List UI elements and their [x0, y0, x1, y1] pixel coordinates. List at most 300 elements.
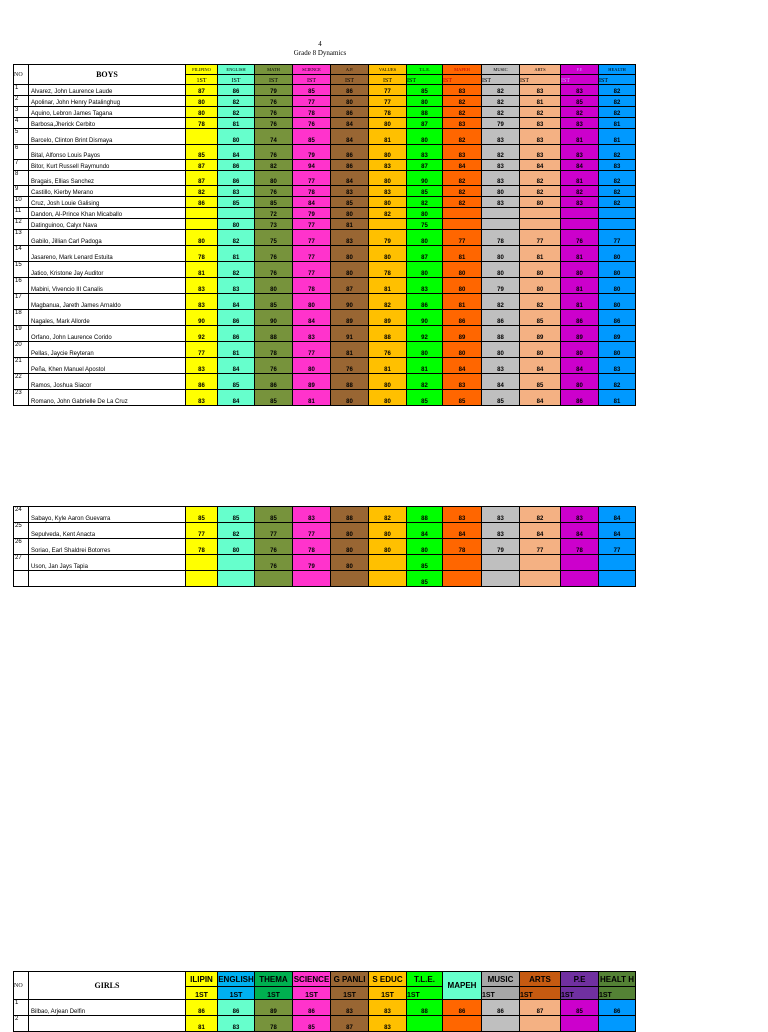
term-header: 1ST: [520, 987, 561, 1000]
term-header: 1ST: [255, 987, 293, 1000]
grade-cell: 83: [218, 186, 255, 197]
grade-cell: 82: [443, 186, 482, 197]
table-row: [14, 118, 636, 129]
term-header: IST: [407, 75, 443, 85]
grade-cell: 80: [599, 246, 636, 262]
grade-cell: 82: [482, 107, 520, 118]
term-header: IST: [561, 75, 599, 85]
row-number: 1: [14, 1000, 29, 1016]
row-number: 16: [14, 278, 29, 294]
grade-cell: 81: [218, 342, 255, 358]
grade-cell: [482, 555, 520, 571]
grade-cell: [443, 555, 482, 571]
subject-header: ARTS: [520, 65, 561, 75]
grade-cell: 84: [599, 523, 636, 539]
grade-cell: 90: [331, 294, 369, 310]
grade-cell: 81: [599, 129, 636, 145]
subject-header: T.L.E.: [407, 972, 443, 987]
grade-cell: 83: [369, 160, 407, 171]
grade-cell: 84: [599, 507, 636, 523]
grade-cell: 84: [443, 160, 482, 171]
subject-header: ENGLISH: [218, 65, 255, 75]
subject-header: MAPEH: [443, 65, 482, 75]
grade-cell: 84: [561, 160, 599, 171]
term-header: 1ST: [293, 987, 331, 1000]
student-name: Alvarez, John Laurence Laude: [29, 85, 186, 96]
grade-cell: [369, 555, 407, 571]
grade-cell: 88: [369, 326, 407, 342]
grade-cell: 80: [407, 96, 443, 107]
grade-cell: 80: [186, 96, 218, 107]
term-header: IST: [520, 75, 561, 85]
row-number: 14: [14, 246, 29, 262]
grade-cell: 85: [255, 294, 293, 310]
grade-cell: 84: [293, 310, 331, 326]
grade-cell: 80: [218, 539, 255, 555]
grade-cell: 84: [520, 390, 561, 406]
grade-cell: 80: [369, 523, 407, 539]
grade-cell: 82: [369, 208, 407, 219]
grade-cell: [520, 571, 561, 587]
grade-cell: 82: [218, 523, 255, 539]
subject-header: ENGLISH: [218, 972, 255, 987]
no-header: NO: [14, 972, 29, 1000]
grade-cell: 76: [255, 246, 293, 262]
subject-header: P.E: [561, 65, 599, 75]
student-name: Soriao, Earl Shaldrei Botorres: [29, 539, 186, 555]
grade-cell: 77: [443, 230, 482, 246]
grade-cell: 88: [407, 107, 443, 118]
grade-cell: 83: [331, 230, 369, 246]
grade-cell: 80: [369, 246, 407, 262]
grade-cell: 90: [255, 310, 293, 326]
grade-cell: 81: [599, 118, 636, 129]
grade-cell: 86: [599, 310, 636, 326]
grade-cell: 76: [255, 539, 293, 555]
grade-cell: 85: [218, 197, 255, 208]
grade-cell: 80: [443, 262, 482, 278]
grade-cell: 83: [293, 507, 331, 523]
grade-cell: 77: [293, 523, 331, 539]
grade-cell: 80: [369, 145, 407, 160]
grade-cell: 81: [561, 171, 599, 186]
table-row: [14, 390, 636, 406]
grade-cell: 82: [218, 262, 255, 278]
table-row: [14, 186, 636, 197]
grade-cell: 81: [331, 342, 369, 358]
grade-cell: 86: [331, 145, 369, 160]
grade-cell: [218, 208, 255, 219]
grade-cell: 90: [186, 310, 218, 326]
grade-cell: 82: [599, 107, 636, 118]
grade-cell: 87: [186, 160, 218, 171]
grade-cell: [520, 208, 561, 219]
grade-cell: 83: [520, 85, 561, 96]
grade-cell: 86: [186, 374, 218, 390]
term-header: IST: [599, 75, 636, 85]
grade-cell: 78: [293, 278, 331, 294]
table-row: [14, 219, 636, 230]
grade-cell: 80: [369, 197, 407, 208]
subject-header: FILIPINO: [186, 65, 218, 75]
grade-cell: [369, 219, 407, 230]
student-name: Cruz, Josh Louie Galising: [29, 197, 186, 208]
grade-cell: 80: [482, 262, 520, 278]
grade-cell: 76: [255, 96, 293, 107]
grade-cell: 80: [520, 278, 561, 294]
table-row: [14, 171, 636, 186]
grade-cell: 85: [520, 310, 561, 326]
grade-cell: 82: [599, 145, 636, 160]
grade-cell: [561, 208, 599, 219]
student-name: Sabayo, Kyle Aaron Guevarra: [29, 507, 186, 523]
term-header: IST: [293, 75, 331, 85]
grade-cell: 90: [407, 310, 443, 326]
grade-cell: 83: [443, 145, 482, 160]
table-row: [14, 1000, 636, 1016]
grade-cell: 82: [218, 107, 255, 118]
grade-cell: 83: [186, 358, 218, 374]
grade-cell: [293, 571, 331, 587]
grade-cell: 82: [520, 171, 561, 186]
grade-cell: 83: [520, 118, 561, 129]
subject-header: MUSIC: [482, 65, 520, 75]
grade-cell: 86: [443, 310, 482, 326]
grade-cell: 82: [520, 507, 561, 523]
row-number: 23: [14, 390, 29, 406]
grade-cell: 85: [407, 85, 443, 96]
grade-cell: 85: [561, 1000, 599, 1016]
grade-cell: 86: [482, 1000, 520, 1016]
student-name: Barbosa,Jherick Cerbito: [29, 118, 186, 129]
grade-cell: 83: [520, 129, 561, 145]
grade-cell: 80: [561, 262, 599, 278]
grade-cell: 86: [186, 1000, 218, 1016]
student-name: Sepulveda, Kent Anacta: [29, 523, 186, 539]
grade-cell: 81: [369, 129, 407, 145]
grade-cell: 80: [369, 118, 407, 129]
grade-cell: 84: [443, 523, 482, 539]
grade-cell: 85: [293, 1016, 331, 1032]
subject-header: G PANLI: [331, 972, 369, 987]
grade-cell: 78: [255, 342, 293, 358]
grade-cell: 81: [293, 390, 331, 406]
term-header: IST: [369, 75, 407, 85]
grade-cell: 82: [520, 186, 561, 197]
grade-cell: 80: [331, 555, 369, 571]
term-header: 1ST: [561, 987, 599, 1000]
grade-cell: 86: [218, 1000, 255, 1016]
grade-cell: 77: [293, 171, 331, 186]
grade-cell: 82: [369, 507, 407, 523]
table-row: [14, 107, 636, 118]
student-name: Bitor, Kurt Russell Raymundo: [29, 160, 186, 171]
grade-cell: 80: [599, 278, 636, 294]
grade-cell: 83: [443, 507, 482, 523]
page-header: [0, 40, 640, 58]
term-header: 1ST: [599, 987, 636, 1000]
grade-cell: 88: [407, 1000, 443, 1016]
grade-cell: 81: [520, 96, 561, 107]
grade-cell: 86: [218, 160, 255, 171]
grade-cell: 75: [255, 230, 293, 246]
grade-cell: 80: [186, 230, 218, 246]
table-row: [14, 310, 636, 326]
grade-cell: 83: [443, 118, 482, 129]
grade-cell: 83: [443, 374, 482, 390]
grade-cell: 83: [561, 85, 599, 96]
grade-cell: 76: [255, 358, 293, 374]
grade-cell: 75: [407, 219, 443, 230]
grade-cell: 80: [331, 539, 369, 555]
grade-cell: 80: [599, 262, 636, 278]
grade-cell: 78: [369, 107, 407, 118]
grade-cell: 76: [293, 118, 331, 129]
student-name: Aquino, Lebron James Tagana: [29, 107, 186, 118]
grade-cell: 80: [331, 96, 369, 107]
grade-cell: 85: [407, 186, 443, 197]
row-number: 21: [14, 358, 29, 374]
grade-cell: 83: [561, 118, 599, 129]
section-title: Grade 8 Dynamics: [293, 49, 347, 57]
student-name: Orfano, John Laurence Corido: [29, 326, 186, 342]
subject-header: MAPEH: [443, 972, 482, 1000]
grade-cell: 82: [520, 107, 561, 118]
grade-cell: 80: [482, 342, 520, 358]
table-row: [14, 208, 636, 219]
grade-cell: 87: [520, 1000, 561, 1016]
grade-cell: 81: [561, 246, 599, 262]
grade-cell: 85: [218, 507, 255, 523]
boys-grades-table-continued: [13, 506, 636, 587]
grade-cell: 79: [482, 278, 520, 294]
grade-cell: 77: [293, 230, 331, 246]
grade-cell: 88: [331, 507, 369, 523]
grade-cell: 80: [331, 390, 369, 406]
grade-cell: 82: [255, 160, 293, 171]
grade-cell: 83: [218, 278, 255, 294]
row-number: 3: [14, 107, 29, 118]
table-row: [14, 326, 636, 342]
grade-cell: 85: [293, 129, 331, 145]
grade-cell: [255, 571, 293, 587]
grade-cell: 80: [561, 374, 599, 390]
table-row: [14, 523, 636, 539]
grade-cell: 86: [218, 326, 255, 342]
grade-cell: [443, 219, 482, 230]
grade-cell: 84: [520, 160, 561, 171]
boys-grades-table: [13, 64, 636, 406]
grade-cell: 83: [186, 390, 218, 406]
grade-cell: 81: [369, 358, 407, 374]
grade-cell: 80: [407, 262, 443, 278]
grade-cell: 83: [482, 358, 520, 374]
grade-cell: 86: [218, 310, 255, 326]
grade-cell: 82: [599, 374, 636, 390]
grade-cell: 82: [186, 186, 218, 197]
subject-header: HEALTH: [599, 65, 636, 75]
grade-cell: 83: [482, 171, 520, 186]
subject-header: S EDUC: [369, 972, 407, 987]
grade-cell: 85: [443, 390, 482, 406]
table-row: [14, 96, 636, 107]
grade-cell: 85: [407, 555, 443, 571]
row-number: 6: [14, 145, 29, 160]
grade-cell: 76: [255, 262, 293, 278]
grade-cell: 82: [443, 197, 482, 208]
grade-cell: 80: [218, 129, 255, 145]
grade-cell: 82: [599, 171, 636, 186]
grade-cell: [186, 129, 218, 145]
table-row: [14, 571, 636, 587]
grade-cell: 92: [186, 326, 218, 342]
grade-cell: 84: [331, 118, 369, 129]
grade-cell: 86: [186, 197, 218, 208]
row-number: 2: [14, 96, 29, 107]
subject-header: A.P.: [331, 65, 369, 75]
grade-cell: 92: [407, 326, 443, 342]
grade-cell: 78: [293, 186, 331, 197]
table-row: [14, 374, 636, 390]
table-row: [14, 230, 636, 246]
grade-cell: 77: [599, 230, 636, 246]
grade-cell: 83: [331, 1000, 369, 1016]
grade-cell: [561, 571, 599, 587]
grade-cell: 84: [331, 171, 369, 186]
grade-cell: 89: [520, 326, 561, 342]
grade-cell: 84: [561, 358, 599, 374]
grade-cell: 76: [255, 555, 293, 571]
grade-cell: 81: [443, 246, 482, 262]
grade-cell: 83: [369, 1000, 407, 1016]
grade-cell: 73: [255, 219, 293, 230]
grade-cell: [599, 571, 636, 587]
grade-cell: 84: [561, 523, 599, 539]
grade-cell: [482, 208, 520, 219]
grade-cell: 83: [599, 160, 636, 171]
grade-cell: 85: [186, 507, 218, 523]
row-number: 11: [14, 208, 29, 219]
student-name: Jatico, Kristone Jay Auditor: [29, 262, 186, 278]
row-number: 4: [14, 118, 29, 129]
grade-cell: 84: [218, 358, 255, 374]
grade-cell: [218, 571, 255, 587]
row-number: [14, 571, 29, 587]
grade-cell: 86: [331, 107, 369, 118]
grade-cell: 83: [218, 1016, 255, 1032]
student-name: Datinguinoo, Calyx Nava: [29, 219, 186, 230]
table-row: [14, 85, 636, 96]
grade-cell: 83: [482, 129, 520, 145]
grade-cell: 87: [407, 160, 443, 171]
grade-cell: 86: [561, 390, 599, 406]
grade-cell: [561, 219, 599, 230]
grade-cell: 78: [186, 539, 218, 555]
girls-grades-table: [13, 971, 636, 1032]
grade-cell: [369, 571, 407, 587]
grade-cell: 76: [561, 230, 599, 246]
grade-cell: 90: [407, 171, 443, 186]
subject-header: P.E: [561, 972, 599, 987]
grade-cell: 84: [443, 358, 482, 374]
grade-cell: 82: [482, 294, 520, 310]
grade-cell: 80: [443, 342, 482, 358]
grade-cell: 78: [482, 230, 520, 246]
grade-cell: 85: [293, 85, 331, 96]
grade-cell: 83: [482, 160, 520, 171]
student-name: Nagales, Mark Allorde: [29, 310, 186, 326]
row-number: 27: [14, 555, 29, 571]
grade-cell: 80: [482, 246, 520, 262]
grade-cell: [482, 571, 520, 587]
grade-cell: 84: [407, 523, 443, 539]
grade-cell: 83: [482, 523, 520, 539]
page-number: 4: [318, 40, 322, 48]
grade-cell: 82: [407, 374, 443, 390]
table-row: [14, 246, 636, 262]
term-header: IST: [482, 75, 520, 85]
grade-cell: 84: [331, 129, 369, 145]
grade-cell: 80: [331, 208, 369, 219]
grade-cell: 78: [186, 246, 218, 262]
grade-cell: 80: [331, 246, 369, 262]
grade-cell: [443, 571, 482, 587]
grade-cell: 81: [331, 219, 369, 230]
grade-cell: 82: [561, 107, 599, 118]
grade-cell: [186, 208, 218, 219]
grade-cell: 87: [407, 118, 443, 129]
grade-cell: 80: [520, 197, 561, 208]
student-name: Magbanua, Jareth James Arnaldo: [29, 294, 186, 310]
grade-cell: 87: [186, 171, 218, 186]
grade-cell: 83: [599, 358, 636, 374]
grade-cell: 88: [482, 326, 520, 342]
grade-cell: 77: [186, 523, 218, 539]
grade-cell: 81: [599, 390, 636, 406]
grade-cell: 79: [482, 118, 520, 129]
grade-cell: 76: [255, 145, 293, 160]
grade-cell: 83: [561, 197, 599, 208]
grade-cell: 88: [407, 507, 443, 523]
grade-cell: 81: [561, 129, 599, 145]
table-row: [14, 145, 636, 160]
grade-cell: 79: [293, 145, 331, 160]
grade-cell: 82: [443, 96, 482, 107]
grade-cell: 84: [218, 294, 255, 310]
grade-cell: 91: [331, 326, 369, 342]
student-name: Mabini, Vivencio III Canalis: [29, 278, 186, 294]
grade-cell: 85: [407, 390, 443, 406]
grade-cell: 72: [255, 208, 293, 219]
grade-cell: 80: [255, 278, 293, 294]
student-name: Ramos, Joshua Siacor: [29, 374, 186, 390]
student-name: [29, 571, 186, 587]
grade-cell: 77: [293, 246, 331, 262]
grade-cell: 84: [482, 374, 520, 390]
grade-cell: 86: [218, 171, 255, 186]
grade-cell: 77: [369, 96, 407, 107]
term-header: IST: [331, 75, 369, 85]
grade-cell: 81: [443, 294, 482, 310]
grade-cell: [331, 571, 369, 587]
table-row: [14, 507, 636, 523]
subject-header: MATH: [255, 65, 293, 75]
grade-cell: 78: [255, 1016, 293, 1032]
grade-cell: [218, 555, 255, 571]
grade-cell: 82: [443, 171, 482, 186]
term-header: 1ST: [482, 987, 520, 1000]
grade-cell: 80: [255, 171, 293, 186]
